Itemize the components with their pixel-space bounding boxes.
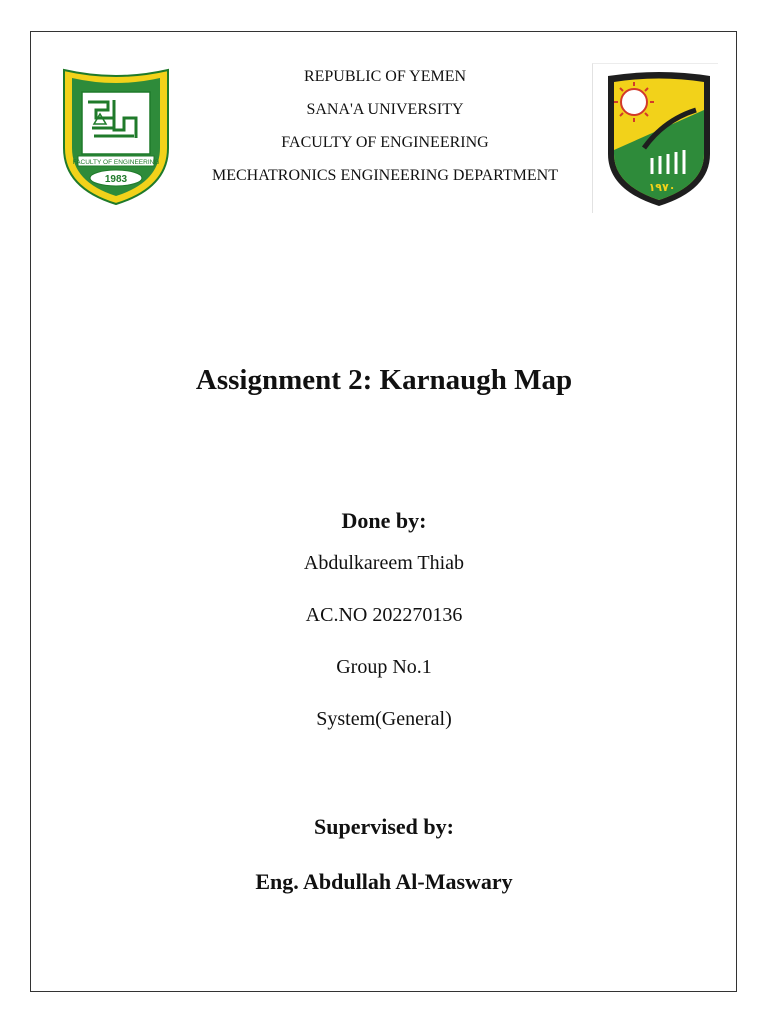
- student-name: Abdulkareem Thiab: [303, 552, 465, 574]
- sanaa-university-logo: [604, 70, 714, 208]
- faculty-engineering-logo: [58, 64, 174, 206]
- header-department: MECHATRONICS ENGINEERING DEPARTMENT: [211, 167, 558, 184]
- student-group: Group No.1: [336, 656, 432, 678]
- header-university: SANA'A UNIVERSITY: [306, 101, 464, 118]
- done-by-heading: Done by:: [341, 508, 427, 533]
- assignment-title: Assignment 2: Karnaugh Map: [195, 364, 573, 396]
- header-country: REPUBLIC OF YEMEN: [303, 68, 467, 85]
- left-logo-banner-text: FACULTY OF ENGINEERING: [72, 159, 160, 166]
- right-logo-year: ١٩٧٠: [648, 181, 676, 194]
- header-faculty: FACULTY OF ENGINEERING: [281, 134, 489, 151]
- supervisor-name: Eng. Abdullah Al-Maswary: [255, 869, 513, 894]
- left-logo-year: 1983: [104, 174, 128, 185]
- supervised-by-heading: Supervised by:: [314, 814, 454, 839]
- institution-header: [175, 66, 595, 198]
- student-ac-number: AC.NO 202270136: [305, 604, 463, 626]
- student-system: System(General): [316, 708, 452, 730]
